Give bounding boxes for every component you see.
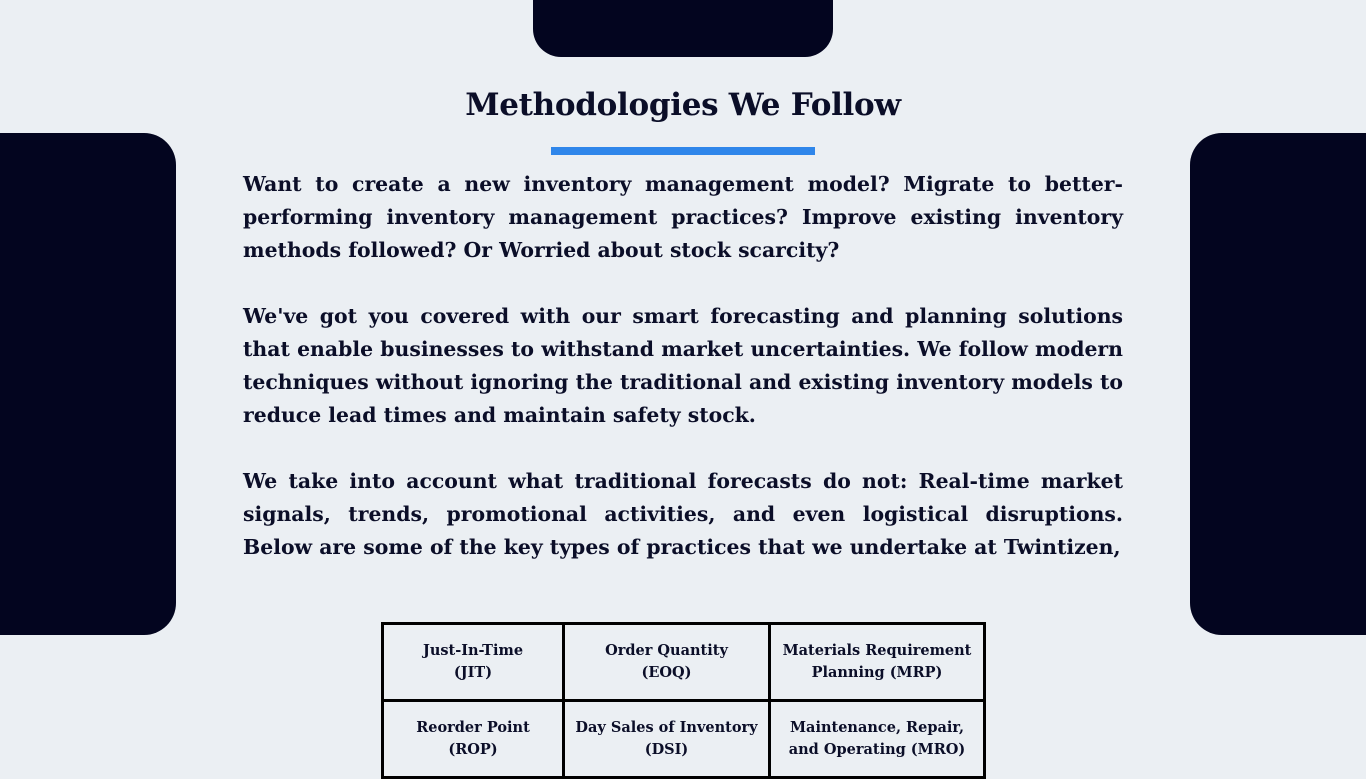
right-decorative-block	[1190, 133, 1366, 635]
table-cell-mro	[770, 701, 985, 778]
cell-line: Day Sales of Inventory	[575, 719, 758, 736]
cell-line: Order Quantity	[605, 642, 728, 659]
table-cell-dsi	[564, 701, 770, 778]
intro-content	[243, 168, 1123, 597]
cell-line: and Operating (MRO)	[788, 741, 966, 758]
cell-line: Materials Requirement	[782, 642, 972, 659]
table-cell-mrp	[770, 624, 985, 701]
intro-paragraph: We've got you covered with our smart forecasting and planning solutions that enable businesses to withstand market uncertainties. We follow modern techniques without ignoring the traditional and existing inventory models to reduce lead times and maintain safety stock.	[243, 304, 1123, 427]
page-title: Methodologies We Follow	[465, 87, 901, 123]
cell-line: Maintenance, Repair,	[790, 719, 964, 736]
table-cell-rop	[383, 701, 564, 778]
top-decorative-block	[533, 0, 833, 57]
cell-line: (EOQ)	[641, 664, 692, 681]
table-cell-eoq	[564, 624, 770, 701]
table-cell-jit	[383, 624, 564, 701]
intro-paragraph: Want to create a new inventory management model? Migrate to better-performing inventory management practices? Improve existing inventory methods followed? Or Worried about stock scarcity?	[243, 172, 1123, 262]
table-row	[383, 701, 985, 778]
cell-line: Just-In-Time	[422, 642, 524, 659]
title-underline	[551, 147, 815, 155]
cell-line: (JIT)	[453, 664, 493, 681]
methods-table	[381, 622, 986, 779]
cell-line: Reorder Point	[416, 719, 530, 736]
cell-line: Planning (MRP)	[811, 664, 943, 681]
left-decorative-block	[0, 133, 176, 635]
cell-line: (ROP)	[448, 741, 498, 758]
table-row	[383, 624, 985, 701]
intro-paragraph: We take into account what traditional forecasts do not: Real-time market signals, trends, promotional activities, and even logistical disruptions. Below are some of the key types of practices that we undertake at Twintizen,	[243, 469, 1123, 559]
cell-line: (DSI)	[644, 741, 689, 758]
